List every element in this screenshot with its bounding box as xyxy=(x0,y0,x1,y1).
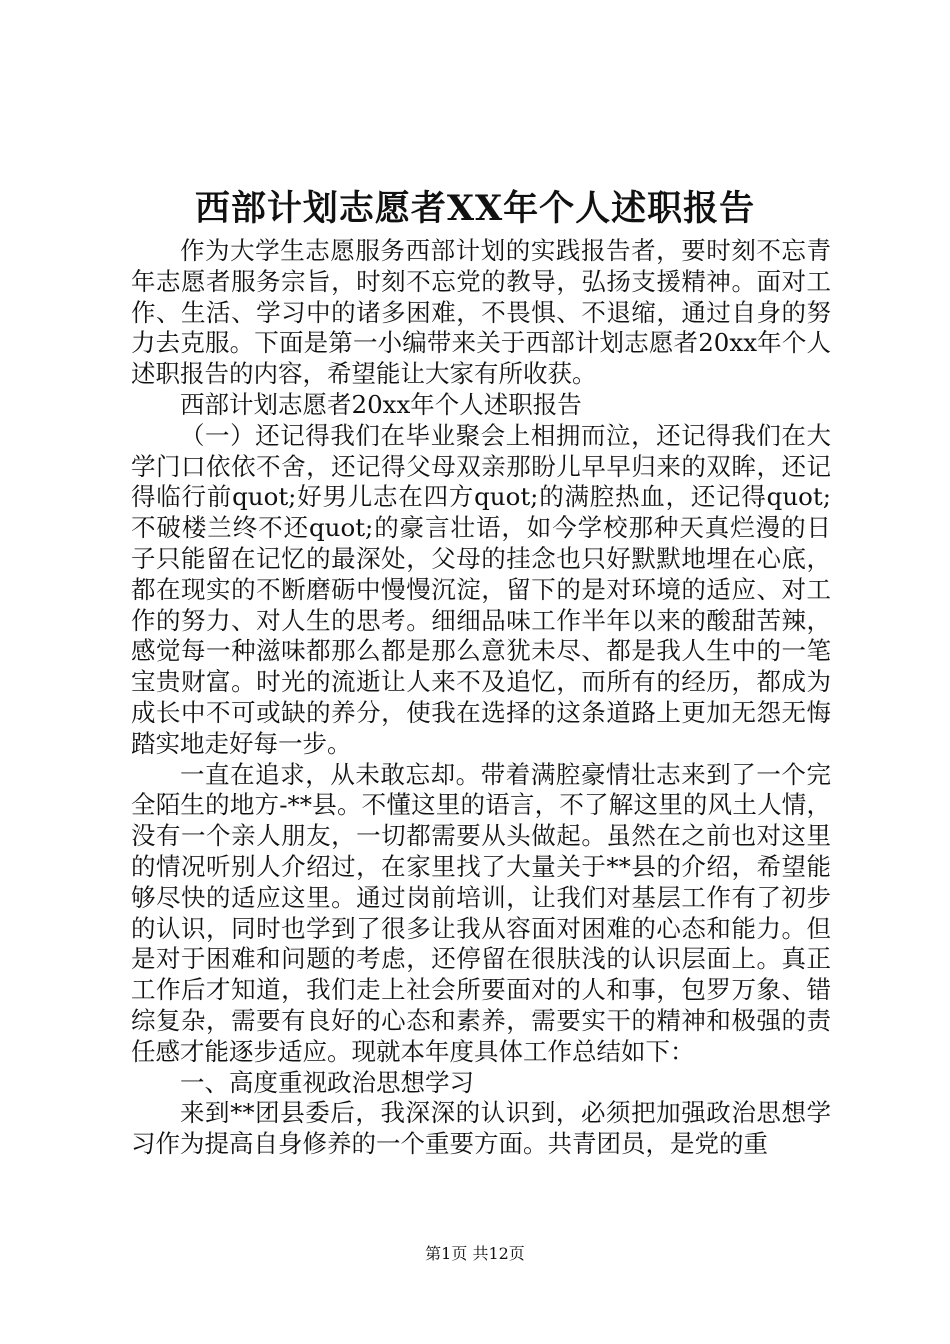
paragraph-subtitle: 西部计划志愿者20xx年个人述职报告 xyxy=(180,389,582,419)
paragraph-pursuit: 一直在追求，从未敢忘却。带着满腔豪情壮志来到了一个完全陌生的地方-**县。不懂这里的语言，不了解这里的风土人情，没有一个亲人朋友，一切都需要从头做起。虽然在之前也对这里的情况听别人介绍过，在家里找了大量关于**县的介绍，希望能够尽快的适应这里。通过岗前培训，让我们对基层工作有了初步的认识，同时也学到了很多让我从容面对困难的心态和能力。但是对于困难和问题的考虑，还停留在很肤浅的认识层面上。真正工作后才知道，我们走上社会所要面对的人和事，包罗万象、错综复杂，需要有良好的心态和素养，需要实干的精神和极强的责任感才能逐步适应。现就本年度具体工作总结如下： xyxy=(131,759,831,1066)
document-body xyxy=(131,236,831,1160)
paragraph-memories: （一）还记得我们在毕业聚会上相拥而泣，还记得我们在大学门口依依不舍，还记得父母双亲那盼儿早早归来的双眸，还记得临行前quot;好男儿志在四方quot;的满腔热血，还记得quot;不破楼兰终不还quot;的豪言壮语，如今学校那种天真烂漫的日子只能留在记忆的最深处，父母的挂念也只好默默地埋在心底，都在现实的不断磨砺中慢慢沉淀，留下的是对环境的适应、对工作的努力、对人生的思考。细细品味工作半年以来的酸甜苦辣，感觉每一种滋味都那么都是那么意犹未尽、都是我人生中的一笔宝贵财富。时光的流逝让人来不及追忆，而所有的经历，都成为成长中不可或缺的养分，使我在选择的这条道路上更加无怨无悔踏实地走好每一步。 xyxy=(131,420,831,758)
paragraph-political-study: 来到**团县委后，我深深的认识到，必须把加强政治思想学习作为提高自身修养的一个重要方面。共青团员，是党的重 xyxy=(131,1098,831,1159)
document-title: 西部计划志愿者XX年个人述职报告 xyxy=(194,188,756,229)
page-footer: 第1页 共12页 xyxy=(425,1244,525,1263)
paragraph-intro: 作为大学生志愿服务西部计划的实践报告者，要时刻不忘青年志愿者服务宗旨，时刻不忘党的教导，弘扬支援精神。面对工作、生活、学习中的诸多困难，不畏惧、不退缩，通过自身的努力去克服。下面是第一小编带来关于西部计划志愿者20xx年个人述职报告的内容，希望能让大家有所收获。 xyxy=(131,236,831,389)
section-heading-political-study: 一、高度重视政治思想学习 xyxy=(180,1067,474,1097)
